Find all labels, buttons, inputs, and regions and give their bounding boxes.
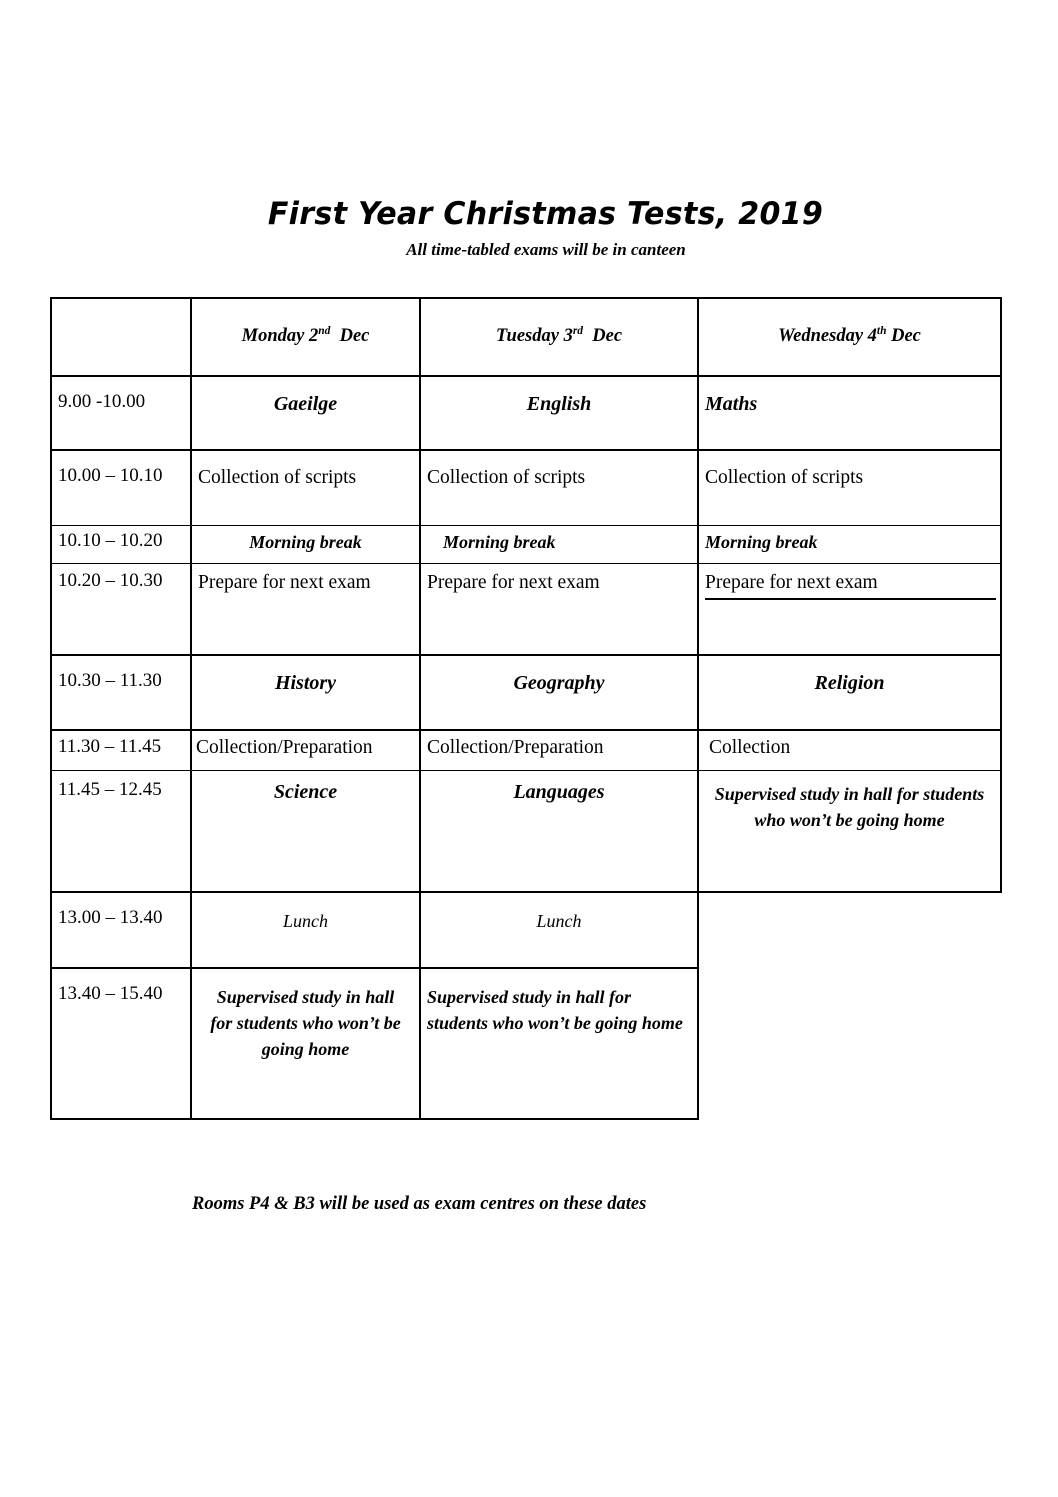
day-header-tuesday	[421, 299, 697, 347]
cell-wednesday	[698, 655, 1001, 730]
table-row	[51, 525, 1001, 563]
exam-timetable	[50, 297, 1002, 1120]
cell-monday	[191, 563, 420, 655]
time-cell	[51, 525, 191, 563]
cell-wednesday	[698, 450, 1001, 525]
activity-label: Collection of scripts	[427, 467, 586, 488]
time-cell	[51, 450, 191, 525]
day-ordinal-monday: nd	[318, 324, 331, 337]
time-label: 13.00 – 13.40	[58, 907, 163, 928]
exam-subject: English	[526, 393, 592, 415]
activity-label: Collection/Preparation	[196, 737, 373, 758]
cell-monday	[191, 376, 420, 450]
cell-tuesday	[420, 730, 698, 770]
day-month-tuesday: Dec	[592, 326, 623, 346]
table-row	[51, 376, 1001, 450]
activity-label: Supervised study in hall for students who won’t be going home	[714, 783, 985, 830]
exam-subject: Maths	[705, 393, 758, 415]
cell-wednesday-empty	[698, 968, 1001, 1119]
cell-monday	[191, 968, 420, 1119]
time-cell	[51, 376, 191, 450]
cell-tuesday	[420, 655, 698, 730]
time-label: 10.30 – 11.30	[58, 670, 162, 691]
cell-tuesday	[420, 563, 698, 655]
header-cell-monday	[191, 298, 420, 376]
activity-label: Morning break	[705, 531, 818, 552]
cell-tuesday	[420, 892, 698, 968]
time-cell	[51, 892, 191, 968]
exam-subject: Languages	[513, 780, 605, 803]
activity-label: Morning break	[249, 531, 362, 552]
cell-wednesday	[698, 563, 1001, 655]
day-month-wednesday: Dec	[891, 326, 921, 346]
activity-label: Prepare for next exam	[198, 571, 371, 593]
cell-monday	[191, 770, 420, 892]
activity-label: Prepare for next exam	[427, 571, 600, 593]
time-label: 13.40 – 15.40	[58, 983, 163, 1004]
cell-tuesday	[420, 525, 698, 563]
cell-wednesday	[698, 730, 1001, 770]
table-row	[51, 770, 1001, 892]
table-row	[51, 450, 1001, 525]
day-name-monday: Monday	[241, 326, 305, 346]
time-label: 9.00 -10.00	[58, 391, 146, 412]
time-cell	[51, 730, 191, 770]
document-heading	[0, 198, 1058, 260]
cell-monday	[191, 655, 420, 730]
timetable-container	[50, 297, 1000, 1120]
exam-subject: History	[274, 672, 337, 694]
activity-label: Collection of scripts	[198, 467, 357, 488]
day-number-monday: 2	[308, 326, 319, 346]
table-row	[51, 730, 1001, 770]
day-header-wednesday	[699, 299, 1000, 347]
cell-tuesday	[420, 450, 698, 525]
activity-label: Collection	[709, 737, 791, 758]
table-row	[51, 563, 1001, 655]
day-header-monday	[192, 299, 419, 347]
activity-label: Prepare for next exam	[705, 572, 996, 600]
table-row	[51, 892, 1001, 968]
time-label: 11.45 – 12.45	[58, 778, 162, 800]
day-number-wednesday: 4	[867, 326, 877, 346]
cell-monday	[191, 525, 420, 563]
header-cell-tuesday	[420, 298, 698, 376]
time-cell	[51, 563, 191, 655]
page-title: First Year Christmas Tests, 2019	[267, 196, 824, 232]
table-row	[51, 655, 1001, 730]
day-ordinal-wednesday: th	[876, 324, 887, 337]
header-cell-wednesday	[698, 298, 1001, 376]
day-ordinal-tuesday: rd	[572, 324, 584, 337]
table-header-row	[51, 298, 1001, 376]
exam-subject: Science	[273, 780, 338, 803]
activity-label: Morning break	[443, 531, 556, 552]
time-cell	[51, 770, 191, 892]
time-cell	[51, 968, 191, 1119]
day-number-tuesday: 3	[563, 326, 573, 346]
cell-tuesday	[420, 376, 698, 450]
cell-wednesday	[698, 525, 1001, 563]
activity-label: Lunch	[536, 911, 582, 931]
footer-note: Rooms P4 & B3 will be used as exam centres on these dates	[192, 1194, 647, 1214]
cell-wednesday	[698, 770, 1001, 892]
cell-tuesday	[420, 770, 698, 892]
time-label: 10.10 – 10.20	[58, 529, 163, 551]
time-label: 10.00 – 10.10	[58, 465, 163, 486]
cell-wednesday	[698, 376, 1001, 450]
time-cell	[51, 655, 191, 730]
activity-label-underlined	[699, 564, 1000, 600]
day-name-wednesday: Wednesday	[778, 326, 864, 346]
exam-subject: Religion	[814, 672, 885, 694]
cell-wednesday-empty	[698, 892, 1001, 968]
table-row	[51, 968, 1001, 1119]
page-subtitle: All time-tabled exams will be in canteen	[406, 239, 686, 259]
activity-label: Collection/Preparation	[427, 737, 604, 758]
day-name-tuesday: Tuesday	[495, 326, 559, 346]
time-label: 11.30 – 11.45	[58, 736, 162, 757]
cell-tuesday	[420, 968, 698, 1119]
cell-monday	[191, 892, 420, 968]
activity-label: Collection of scripts	[705, 467, 864, 488]
activity-label: Supervised study in hall for students who won’t be going home	[427, 987, 683, 1034]
cell-monday	[191, 730, 420, 770]
activity-label: Lunch	[283, 911, 328, 931]
header-corner-cell	[51, 298, 191, 376]
activity-label: Supervised study in hall for students who won’t be going home	[210, 987, 401, 1060]
exam-subject: Geography	[513, 672, 605, 694]
cell-monday	[191, 450, 420, 525]
exam-subject: Gaeilge	[273, 393, 338, 415]
day-month-monday: Dec	[339, 326, 370, 346]
time-label: 10.20 – 10.30	[58, 569, 163, 591]
